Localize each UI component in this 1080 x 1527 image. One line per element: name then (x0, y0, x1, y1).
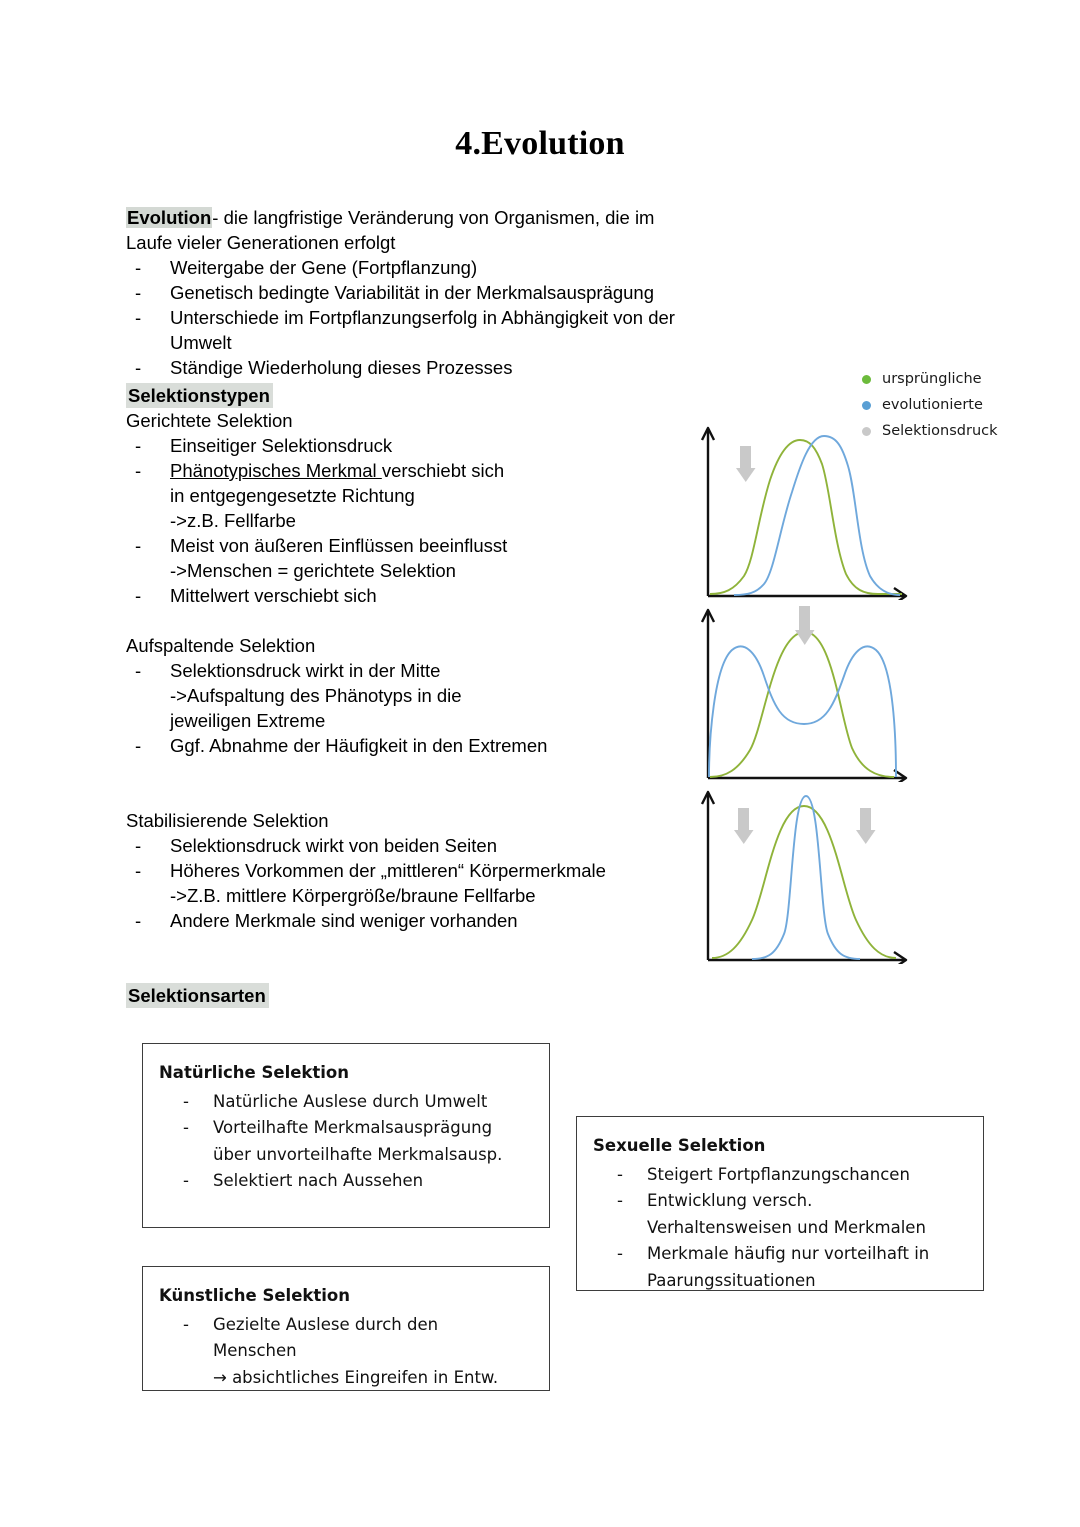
section-stabilisierende-selektion (126, 808, 686, 933)
list-item-subline: Verhaltensweisen und Merkmalen (647, 1217, 926, 1237)
list-item-subline: Paarungssituationen (647, 1270, 816, 1290)
legend-dot-icon (862, 375, 871, 384)
dash-icon: - (183, 1118, 189, 1137)
section-selektionsarten (126, 983, 686, 1008)
dash-icon: - (135, 307, 142, 328)
dash-icon: - (135, 257, 142, 278)
list-item (126, 533, 686, 583)
list-item (126, 658, 686, 733)
evolution-bullet-list (126, 255, 686, 380)
curve-evolutionierte (709, 646, 896, 777)
list-item (126, 355, 686, 380)
chart-stabilisierende-selektion (700, 782, 915, 964)
chart-axes (702, 428, 906, 600)
dash-icon: - (135, 282, 142, 303)
list-item (126, 858, 686, 908)
dash-icon: - (617, 1164, 623, 1184)
evolution-definition-text: - die langfristige Veränderung von Organismen, die im Laufe vieler Generationen erfolgt (126, 207, 655, 253)
curve-evolutionierte (752, 796, 860, 959)
list-item-label: Meist von äußeren Einflüssen beeinflusst (170, 535, 508, 556)
dash-icon: - (135, 860, 142, 881)
section-aufspaltende-selektion (126, 633, 686, 758)
selektionstypen-heading: Selektionstypen (126, 383, 273, 408)
list-item (126, 458, 686, 533)
list-item-subline: Menschen (213, 1341, 297, 1360)
dash-icon: - (617, 1244, 623, 1263)
gerichtete-bullet-list (126, 433, 686, 608)
box-bullet-list (593, 1162, 971, 1295)
dash-icon: - (183, 1091, 189, 1111)
list-item-label: Selektionsdruck wirkt von beiden Seiten (170, 835, 498, 856)
section-evolution (126, 205, 686, 380)
dash-icon: - (135, 535, 142, 556)
box-title: Künstliche Selektion (159, 1286, 350, 1305)
list-item-label: Ständige Wiederholung dieses Prozesses (170, 357, 513, 378)
list-item (593, 1162, 971, 1189)
list-item-subline: jeweiligen Extreme (170, 710, 326, 731)
dash-icon: - (135, 357, 142, 378)
list-item-label: Höheres Vorkommen der „mittleren“ Körpermerkmale (170, 860, 606, 881)
dash-icon: - (183, 1171, 189, 1190)
dash-icon: - (135, 660, 142, 681)
list-item-label: Vorteilhafte Merkmalsausprägung (213, 1118, 493, 1137)
list-item (159, 1115, 537, 1168)
legend-item-label: Selektionsdruck (882, 423, 998, 439)
list-item-label: Genetisch bedingte Variabilität in der Merkmalsausprägung (170, 282, 655, 303)
legend-item (862, 366, 1077, 392)
list-item-label: Merkmale häufig nur vorteilhaft in (647, 1244, 930, 1263)
selektionstypen-heading-wrap (126, 383, 686, 408)
aufspaltende-bullet-list (126, 658, 686, 758)
list-item (126, 833, 686, 858)
list-item (159, 1312, 537, 1392)
evolution-term: Evolution (127, 207, 212, 228)
list-item (126, 305, 686, 355)
list-item (126, 908, 686, 933)
curve-ursprüngliche (710, 632, 894, 777)
box-natuerliche-selektion (142, 1043, 550, 1228)
list-item-label: Gezielte Auslese durch den (213, 1314, 439, 1334)
curve-evolutionierte (734, 436, 900, 595)
list-item-label: Natürliche Auslese durch Umwelt (213, 1091, 488, 1111)
list-item-subline: ->z.B. Fellfarbe (170, 510, 296, 531)
chart-gerichtete-selektion (700, 418, 915, 600)
chart-axes (702, 792, 906, 964)
legend-item (862, 392, 1077, 418)
section-selektionstypen (126, 383, 686, 608)
dash-icon: - (135, 735, 142, 756)
legend-dot-icon (862, 401, 871, 410)
list-item-label: Mittelwert verschiebt sich (170, 585, 377, 606)
list-item (126, 433, 686, 458)
legend-item-label: evolutionierte (882, 397, 983, 413)
box-sexuelle-selektion (576, 1116, 984, 1291)
selection-pressure-arrow-icon (736, 446, 756, 482)
page-title: 4.Evolution (455, 125, 625, 162)
gerichtete-subheading: Gerichtete Selektion (126, 410, 293, 431)
list-item-subline: ->Aufspaltung des Phänotyps in die (170, 685, 462, 706)
list-item-label: Unterschiede im Fortpflanzungserfolg in Abhängigkeit von der Umwelt (170, 307, 675, 353)
list-item-subline: → absichtliches Eingreifen in Entw. (213, 1367, 499, 1387)
list-item-underlined-label: Phänotypisches Merkmal (170, 460, 382, 481)
list-item (126, 583, 686, 608)
list-item-subline: ->Z.B. mittlere Körpergröße/braune Fellfarbe (170, 885, 536, 906)
list-item-label: Weitergabe der Gene (Fortpflanzung) (170, 257, 478, 278)
list-item (126, 255, 686, 280)
stabilisierende-subheading: Stabilisierende Selektion (126, 810, 329, 831)
list-item-subline: in entgegengesetzte Richtung (170, 485, 415, 506)
box-kuenstliche-selektion (142, 1266, 550, 1391)
list-item-label: Selektionsdruck wirkt in der Mitte (170, 660, 441, 681)
selection-pressure-arrow-icon (734, 808, 754, 844)
legend-item-label: ursprüngliche (882, 371, 982, 387)
list-item-label: Andere Merkmale sind weniger vorhanden (170, 910, 518, 931)
selection-pressure-arrow-icon (795, 606, 815, 645)
list-item (126, 733, 686, 758)
list-item-label: verschiebt sich (381, 460, 505, 481)
list-item-subline: ->Menschen = gerichtete Selektion (170, 560, 456, 581)
dash-icon: - (135, 585, 142, 606)
evolution-definition (126, 205, 686, 255)
list-item (159, 1168, 537, 1195)
list-item (593, 1188, 971, 1241)
box-bullet-list (159, 1089, 537, 1195)
dash-icon: - (617, 1191, 623, 1210)
stabilisierende-bullet-list (126, 833, 686, 933)
list-item-label: Ggf. Abnahme der Häufigkeit in den Extremen (170, 735, 548, 756)
selection-pressure-arrow-icon (856, 808, 876, 844)
box-title: Sexuelle Selektion (593, 1136, 766, 1155)
chart-aufspaltende-selektion (700, 600, 915, 782)
dash-icon: - (135, 460, 142, 481)
curve-ursprüngliche (710, 440, 902, 594)
list-item (593, 1241, 971, 1294)
selektionsarten-heading-wrap (126, 983, 686, 1008)
list-item-label: Selektiert nach Aussehen (213, 1171, 424, 1190)
aufspaltende-subheading: Aufspaltende Selektion (126, 635, 316, 656)
list-item-label: Einseitiger Selektionsdruck (170, 435, 393, 456)
selektionsarten-heading: Selektionsarten (126, 983, 269, 1008)
list-item-label: Entwicklung versch. (647, 1191, 813, 1210)
dash-icon: - (135, 435, 142, 456)
dash-icon: - (183, 1314, 189, 1334)
box-title: Natürliche Selektion (159, 1063, 350, 1082)
dash-icon: - (135, 910, 142, 931)
box-bullet-list (159, 1312, 537, 1392)
dash-icon: - (135, 835, 142, 856)
list-item-label: Steigert Fortpflanzungschancen (647, 1164, 910, 1184)
list-item (159, 1089, 537, 1116)
list-item-subline: über unvorteilhafte Merkmalsausp. (213, 1144, 503, 1164)
list-item (126, 280, 686, 305)
